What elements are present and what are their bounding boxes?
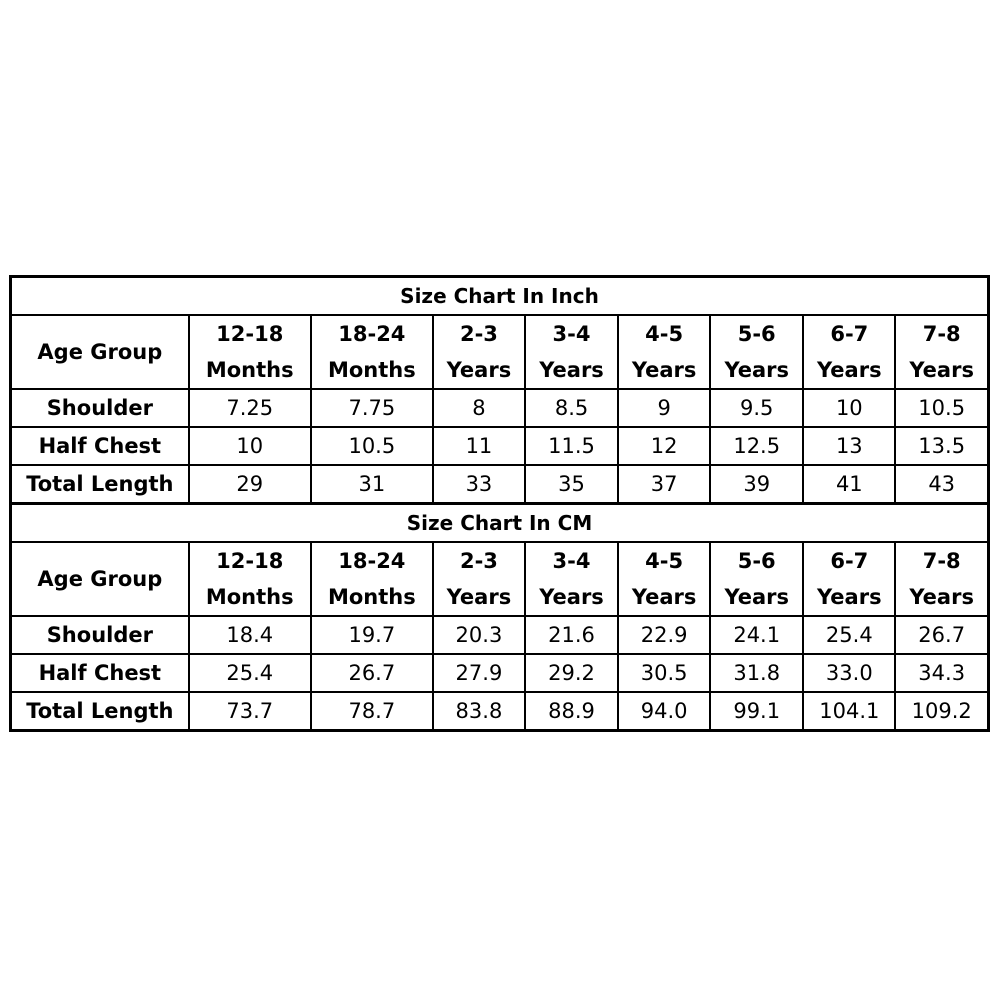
measurement-value: 7.75: [311, 389, 433, 427]
measurement-label: Shoulder: [11, 616, 189, 654]
measurement-value: 31.8: [710, 654, 803, 692]
measurement-value: 33.0: [803, 654, 895, 692]
age-unit: Years: [817, 358, 882, 382]
age-range: 6-7: [830, 322, 869, 346]
age-group-label: Age Group: [11, 315, 189, 389]
measurement-value: 43: [895, 465, 988, 504]
age-unit: Months: [205, 358, 294, 382]
measurement-value: 10.5: [895, 389, 988, 427]
age-range: 3-4: [552, 322, 591, 346]
measurement-value: 31: [311, 465, 433, 504]
measurement-value: 10: [189, 427, 311, 465]
measurement-value: 34.3: [895, 654, 988, 692]
measurement-value: 35: [525, 465, 618, 504]
measurement-value: 29: [189, 465, 311, 504]
section-title-row: [11, 504, 989, 543]
measurement-label: Half Chest: [11, 654, 189, 692]
measurement-value: 7.25: [189, 389, 311, 427]
age-column-header: [710, 315, 803, 389]
measurement-value: 39: [710, 465, 803, 504]
measurement-value: 8.5: [525, 389, 618, 427]
age-unit: Years: [539, 585, 604, 609]
age-column-header: [618, 542, 710, 616]
measurement-value: 88.9: [525, 692, 618, 731]
age-column-header: [311, 542, 433, 616]
age-column-header: [525, 315, 618, 389]
measurement-value: 9: [618, 389, 710, 427]
measurement-value: 25.4: [189, 654, 311, 692]
section-title: Size Chart In CM: [11, 504, 989, 543]
measurement-value: 24.1: [710, 616, 803, 654]
age-range: 12-18: [216, 549, 284, 573]
age-column-header: [803, 315, 895, 389]
age-column-header: [710, 542, 803, 616]
age-unit: Months: [327, 585, 416, 609]
measurement-value: 109.2: [895, 692, 988, 731]
measurement-value: 8: [433, 389, 525, 427]
age-group-header-row: [11, 315, 989, 389]
table-row: [11, 654, 989, 692]
age-range: 4-5: [645, 549, 684, 573]
age-range: 2-3: [459, 549, 498, 573]
age-unit: Years: [909, 358, 974, 382]
age-unit: Years: [446, 585, 512, 609]
measurement-value: 10: [803, 389, 895, 427]
age-range: 4-5: [645, 322, 684, 346]
table-row: [11, 427, 989, 465]
measurement-label: Total Length: [11, 465, 189, 504]
age-unit: Months: [205, 585, 294, 609]
measurement-value: 10.5: [311, 427, 433, 465]
age-range: 3-4: [552, 549, 591, 573]
measurement-value: 19.7: [311, 616, 433, 654]
measurement-value: 21.6: [525, 616, 618, 654]
age-column-header: [525, 542, 618, 616]
age-unit: Years: [446, 358, 512, 382]
age-column-header: [433, 542, 525, 616]
age-range: 18-24: [338, 322, 406, 346]
age-column-header: [895, 542, 988, 616]
age-unit: Years: [724, 358, 789, 382]
measurement-value: 11: [433, 427, 525, 465]
measurement-value: 26.7: [895, 616, 988, 654]
age-unit: Years: [539, 358, 604, 382]
measurement-value: 37: [618, 465, 710, 504]
table-row: [11, 616, 989, 654]
measurement-value: 41: [803, 465, 895, 504]
measurement-value: 78.7: [311, 692, 433, 731]
measurement-label: Shoulder: [11, 389, 189, 427]
size-chart-table: [9, 275, 990, 732]
measurement-value: 13: [803, 427, 895, 465]
age-range: 2-3: [459, 322, 498, 346]
measurement-value: 12: [618, 427, 710, 465]
age-column-header: [803, 542, 895, 616]
measurement-value: 27.9: [433, 654, 525, 692]
age-range: 5-6: [737, 322, 776, 346]
age-group-label: Age Group: [11, 542, 189, 616]
measurement-value: 26.7: [311, 654, 433, 692]
age-unit: Months: [327, 358, 416, 382]
age-range: 7-8: [922, 322, 961, 346]
measurement-value: 9.5: [710, 389, 803, 427]
size-chart-body: [11, 277, 989, 731]
age-range: 12-18: [216, 322, 284, 346]
measurement-value: 18.4: [189, 616, 311, 654]
measurement-value: 83.8: [433, 692, 525, 731]
section-title-row: [11, 277, 989, 316]
measurement-value: 13.5: [895, 427, 988, 465]
measurement-value: 29.2: [525, 654, 618, 692]
measurement-value: 25.4: [803, 616, 895, 654]
age-unit: Years: [724, 585, 789, 609]
measurement-value: 22.9: [618, 616, 710, 654]
table-row: [11, 465, 989, 504]
age-unit: Years: [631, 585, 697, 609]
table-row: [11, 389, 989, 427]
age-group-header-row: [11, 542, 989, 616]
measurement-value: 73.7: [189, 692, 311, 731]
age-column-header: [189, 542, 311, 616]
age-column-header: [189, 315, 311, 389]
age-range: 5-6: [737, 549, 776, 573]
measurement-value: 30.5: [618, 654, 710, 692]
age-unit: Years: [631, 358, 697, 382]
age-column-header: [433, 315, 525, 389]
age-unit: Years: [909, 585, 974, 609]
age-column-header: [618, 315, 710, 389]
age-column-header: [895, 315, 988, 389]
age-range: 7-8: [922, 549, 961, 573]
measurement-value: 33: [433, 465, 525, 504]
table-row: [11, 692, 989, 731]
age-range: 6-7: [830, 549, 869, 573]
measurement-value: 99.1: [710, 692, 803, 731]
section-title: Size Chart In Inch: [11, 277, 989, 316]
measurement-value: 12.5: [710, 427, 803, 465]
age-range: 18-24: [338, 549, 406, 573]
measurement-value: 94.0: [618, 692, 710, 731]
measurement-value: 11.5: [525, 427, 618, 465]
measurement-value: 20.3: [433, 616, 525, 654]
age-column-header: [311, 315, 433, 389]
measurement-value: 104.1: [803, 692, 895, 731]
age-unit: Years: [817, 585, 882, 609]
measurement-label: Total Length: [11, 692, 189, 731]
measurement-label: Half Chest: [11, 427, 189, 465]
